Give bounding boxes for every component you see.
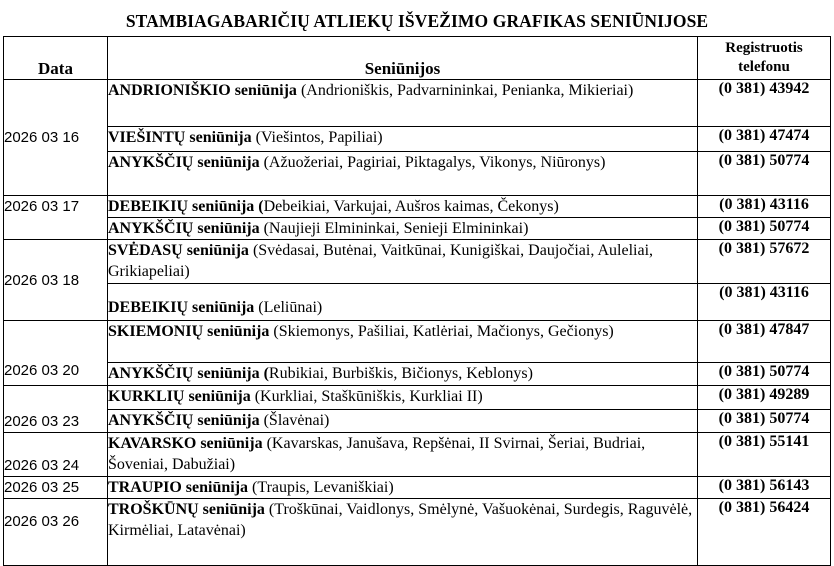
- seniunija-name: ANDRIONIŠKIO seniūnija: [108, 82, 297, 99]
- date-cell: 2026 03 17: [4, 196, 108, 240]
- seniunija-cell: [108, 152, 698, 196]
- villages-list: (Troškūnai, Vaidlonys, Smėlynė, Vašuokėnai, Surdegis, Raguvėlė, Kirmėliai, Latavėnai): [108, 501, 693, 539]
- table-row: [4, 321, 831, 363]
- table-row: [4, 410, 831, 433]
- seniunija-name: VIEŠINTŲ seniūnija: [108, 129, 252, 146]
- phone-cell: (0 381) 49289: [698, 386, 831, 410]
- phone-cell: (0 381) 50774: [698, 218, 831, 240]
- date-cell: 2026 03 20: [4, 321, 108, 386]
- villages-list: Rubikiai, Burbiškis, Bičionys, Keblonys): [268, 365, 533, 382]
- header-phone-line2: telefonu: [738, 59, 790, 75]
- villages-list: (Traupis, Levaniškiai): [248, 479, 394, 496]
- date-cell: 2026 03 18: [4, 240, 108, 321]
- phone-cell: (0 381) 47474: [698, 127, 831, 152]
- seniunija-name: SKIEMONIŲ seniūnija: [108, 323, 270, 340]
- seniunija-cell: [108, 218, 698, 240]
- villages-list: (Skiemonys, Pašiliai, Katlėriai, Mačionys, Gečionys): [269, 323, 614, 340]
- table-row: [4, 218, 831, 240]
- villages-list: (Viešintos, Papiliai): [251, 129, 383, 146]
- header-phone-line1: Registruotis: [725, 40, 803, 56]
- date-cell: 2026 03 16: [4, 80, 108, 196]
- villages-list: (Šlavėnai): [259, 412, 330, 429]
- table-row: [4, 477, 831, 499]
- seniunija-cell: [108, 363, 698, 386]
- table-row: [4, 196, 831, 218]
- seniunija-cell: [108, 477, 698, 499]
- seniunija-name: ANYKŠČIŲ seniūnija: [108, 220, 260, 237]
- villages-list: (Leliūnai): [254, 299, 323, 316]
- phone-cell: (0 381) 50774: [698, 152, 831, 196]
- seniunija-name: DEBEIKIŲ seniūnija (: [108, 198, 264, 215]
- header-seniunijos: Seniūnijos: [108, 37, 698, 80]
- seniunija-cell: [108, 196, 698, 218]
- document-title: STAMBIAGABARIČIŲ ATLIEKŲ IŠVEŽIMO GRAFIKAS SENIŪNIJOSE: [125, 11, 709, 31]
- date-cell: 2026 03 25: [4, 477, 108, 499]
- seniunija-name: DEBEIKIŲ seniūnija: [108, 299, 255, 316]
- table-row: [4, 386, 831, 410]
- seniunija-cell: [108, 410, 698, 433]
- header-date: Data: [4, 37, 108, 80]
- seniunija-cell: [108, 240, 698, 284]
- seniunija-cell: [108, 386, 698, 410]
- seniunija-cell: [108, 127, 698, 152]
- seniunija-cell: [108, 321, 698, 363]
- table-row: [4, 80, 831, 127]
- table-row: [4, 152, 831, 196]
- phone-cell: (0 381) 57672: [698, 240, 831, 284]
- phone-cell: (0 381) 47847: [698, 321, 831, 363]
- seniunija-name: ANYKŠČIŲ seniūnija: [108, 154, 260, 171]
- seniunija-name: SVĖDASŲ seniūnija: [108, 242, 249, 259]
- villages-list: (Kurkliai, Staškūniškis, Kurkliai II): [250, 388, 483, 405]
- seniunija-cell: [108, 433, 698, 477]
- table-row: [4, 284, 831, 321]
- header-phone: [698, 37, 831, 80]
- seniunija-cell: [108, 284, 698, 321]
- phone-cell: (0 381) 50774: [698, 363, 831, 386]
- date-cell: 2026 03 26: [4, 499, 108, 566]
- date-cell: 2026 03 24: [4, 433, 108, 477]
- villages-list: (Ažuožeriai, Pagiriai, Piktagalys, Vikonys, Niūronys): [259, 154, 606, 171]
- schedule-table: [3, 36, 831, 566]
- phone-cell: (0 381) 43942: [698, 80, 831, 127]
- villages-list: (Kavarskas, Janušava, Repšėnai, II Svirnai, Šeriai, Budriai, Šoveniai, Dabužiai): [108, 435, 646, 473]
- header-row: [4, 37, 831, 80]
- villages-list: (Andrioniškis, Padvarnininkai, Penianka, Mikieriai): [296, 82, 634, 99]
- seniunija-cell: [108, 80, 698, 127]
- seniunija-name: KURKLIŲ seniūnija: [108, 388, 251, 405]
- phone-cell: (0 381) 43116: [698, 284, 831, 321]
- seniunija-name: ANYKŠČIŲ seniūnija: [108, 412, 260, 429]
- table-row: [4, 127, 831, 152]
- villages-list: (Naujieji Elmininkai, Senieji Elmininkai): [259, 220, 529, 237]
- seniunija-name: TRAUPIO seniūnija: [108, 479, 249, 496]
- table-row: [4, 363, 831, 386]
- date-cell: 2026 03 23: [4, 386, 108, 433]
- phone-cell: (0 381) 55141: [698, 433, 831, 477]
- seniunija-name: ANYKŠČIŲ seniūnija (: [108, 365, 269, 382]
- table-row: [4, 433, 831, 477]
- phone-cell: (0 381) 43116: [698, 196, 831, 218]
- seniunija-name: KAVARSKO seniūnija: [108, 435, 263, 452]
- phone-cell: (0 381) 56424: [698, 499, 831, 566]
- phone-cell: (0 381) 50774: [698, 410, 831, 433]
- phone-cell: (0 381) 56143: [698, 477, 831, 499]
- table-row: [4, 240, 831, 284]
- seniunija-cell: [108, 499, 698, 566]
- table-row: [4, 499, 831, 566]
- seniunija-name: TROŠKŪNŲ seniūnija: [108, 501, 265, 518]
- villages-list: Debeikiai, Varkujai, Aušros kaimas, Čekonys): [263, 198, 559, 215]
- villages-list: (Svėdasai, Butėnai, Vaitkūnai, Kunigiškai, Daujočiai, Auleliai, Grikiapeliai): [108, 242, 654, 280]
